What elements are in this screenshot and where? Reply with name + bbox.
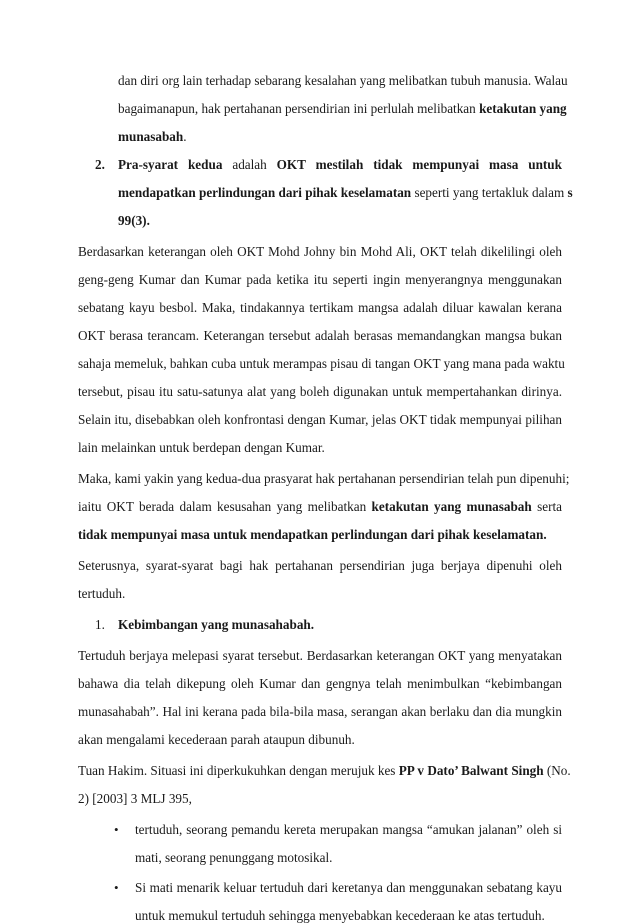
bullet-line: untuk memukul tertuduh sehingga menyebabkan kecederaan ke atas tertuduh.: [135, 908, 545, 923]
paragraph-line: [118, 129, 187, 145]
list-item-line: [118, 185, 573, 201]
text-span: .: [183, 129, 187, 144]
bullet-line: tertuduh, seorang pemandu kereta merupakan mangsa “amukan jalanan” oleh si: [135, 822, 562, 837]
paragraph-line: geng-geng Kumar dan Kumar pada ketika itu seperti ingin menyerangnya menggunakan: [78, 272, 562, 287]
list-item-line: 99(3).: [118, 213, 150, 228]
bold-text-span: OKT mestilah tidak mempunyai masa untuk: [276, 157, 562, 172]
paragraph-line: Tertuduh berjaya melepasi syarat tersebut. Berdasarkan keterangan OKT yang menyatakan: [78, 648, 562, 663]
paragraph-line: sebatang kayu besbol. Maka, tindakannya tertikam mangsa adalah diluar kawalan kerana: [78, 300, 562, 315]
list-number: 1.: [95, 617, 105, 632]
paragraph-line: OKT berasa terancam. Keterangan tersebut adalah berasas memandangkan mangsa bukan: [78, 328, 562, 343]
bullet-icon: •: [114, 880, 119, 895]
paragraph-line: lain melainkan untuk berdepan dengan Kumar.: [78, 440, 325, 455]
text-span: adalah: [222, 157, 277, 172]
text-span: Tuan Hakim. Situasi ini diperkukuhkan dengan merujuk kes: [78, 763, 399, 778]
bullet-line: mati, seorang penunggang motosikal.: [135, 850, 333, 865]
paragraph-line: Berdasarkan keterangan oleh OKT Mohd Johny bin Mohd Ali, OKT telah dikelilingi oleh: [78, 244, 562, 259]
paragraph-line: [118, 101, 567, 117]
paragraph-line: munasahabah”. Hal ini kerana pada bila-bila masa, serangan akan berlaku dan dia mungkin: [78, 704, 562, 719]
bold-text-span: Pra-syarat kedua: [118, 157, 223, 172]
paragraph-line: Selain itu, disebabkan oleh konfrontasi dengan Kumar, jelas OKT tidak mempunyai pilihan: [78, 412, 562, 427]
text-span: serta: [531, 499, 562, 514]
bold-text-span: ketakutan yang: [479, 101, 567, 116]
paragraph-line: [78, 763, 571, 779]
paragraph-line: dan diri org lain terhadap sebarang kesalahan yang melibatkan tubuh manusia. Walau: [118, 73, 568, 88]
paragraph-line: tertuduh.: [78, 586, 126, 601]
bold-text-span: s: [567, 185, 573, 200]
paragraph-line: akan mengalami kecederaan parah ataupun dibunuh.: [78, 732, 355, 747]
text-span: iaitu OKT berada dalam kesusahan yang melibatkan: [78, 499, 372, 514]
bullet-line: Si mati menarik keluar tertuduh dari keretanya dan menggunakan sebatang kayu: [135, 880, 562, 895]
text-span: (No.: [543, 763, 571, 778]
paragraph-line: 2) [2003] 3 MLJ 395,: [78, 791, 192, 806]
text-span: bagaimanapun, hak pertahanan persendirian ini perlulah melibatkan: [118, 101, 480, 116]
list-item-line: [118, 157, 562, 173]
bold-text-span: mendapatkan perlindungan dari pihak keselamatan: [118, 185, 412, 200]
paragraph-line: bahawa dia telah dikepung oleh Kumar dan gengnya telah menimbulkan “kebimbangan: [78, 676, 562, 691]
list-item-line: Kebimbangan yang munasahabah.: [118, 617, 315, 632]
paragraph-line: Seterusnya, syarat-syarat bagi hak pertahanan persendirian juga berjaya dipenuhi oleh: [78, 558, 562, 573]
bold-text-span: munasabah: [118, 129, 184, 144]
paragraph-line: tidak mempunyai masa untuk mendapatkan perlindungan dari pihak keselamatan.: [78, 527, 547, 542]
paragraph-line: tersebut, pisau itu satu-satunya alat yang boleh digunakan untuk mempertahankan dirinya.: [78, 384, 562, 399]
paragraph-line: [78, 499, 562, 515]
text-span: seperti yang tertakluk dalam: [411, 185, 568, 200]
bold-text-span: ketakutan yang munasabah: [371, 499, 532, 514]
paragraph-line: Maka, kami yakin yang kedua-dua prasyarat hak pertahanan persendirian telah pun dipenuhi;: [78, 471, 570, 486]
paragraph-line: sahaja memeluk, bahkan cuba untuk merampas pisau di tangan OKT yang mana pada waktu: [78, 356, 565, 371]
bold-text-span: PP v Dato’ Balwant Singh: [398, 763, 544, 778]
list-number: 2.: [95, 157, 105, 172]
bullet-icon: •: [114, 822, 119, 837]
